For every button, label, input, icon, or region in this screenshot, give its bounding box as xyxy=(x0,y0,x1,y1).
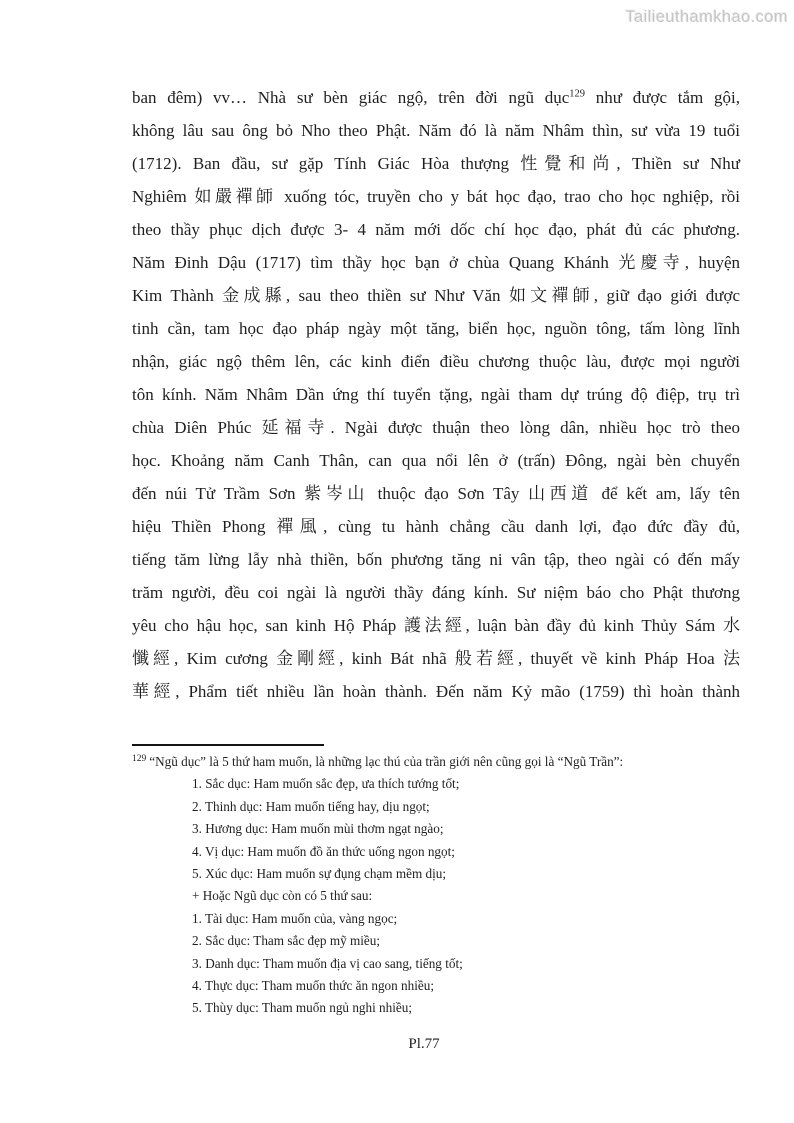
body-line: hiệu Thiền Phong 禪風, cùng tu hành chẳng cầu danh lợi, đạo đức đầy đủ, xyxy=(132,517,740,536)
body-line: (1712). Ban đầu, sư gặp Tính Giác Hòa thượng 性覺和尚, Thiền sư Như xyxy=(132,154,740,173)
body-line: tôn kính. Năm Nhâm Dần ứng thí tuyển tặng, ngài tham dự trúng độ điệp, trụ trì xyxy=(132,385,740,404)
footnote-intro-text: “Ngũ dục” là 5 thứ ham muốn, là những lạc thú của trần giới nên cũng gọi là “Ngũ Trần”: xyxy=(149,754,624,769)
body-line: 懺經, Kim cương 金剛經, kinh Bát nhã 般若經, thuyết về kinh Pháp Hoa 法 xyxy=(132,649,740,668)
footnote-item: 3. Hương dục: Ham muốn mùi thơm ngạt ngào; xyxy=(192,821,444,837)
body-line: Nghiêm 如嚴禪師 xuống tóc, truyền cho y bát học đạo, trao cho học nghiệp, rồi xyxy=(132,187,740,206)
footnote-item: 5. Thùy dục: Tham muốn ngủ nghi nhiều; xyxy=(192,1000,413,1016)
footnote-item: 2. Sắc dục: Tham sắc đẹp mỹ miều; xyxy=(192,933,380,949)
footnote-item: 4. Thực dục: Tham muốn thức ăn ngon nhiều; xyxy=(192,978,434,994)
body-line: đến núi Tử Trầm Sơn 紫岑山 thuộc đạo Sơn Tây 山西道 để kết am, lấy tên xyxy=(132,484,740,503)
footnotes xyxy=(132,751,740,1020)
body-line: tiếng tăm lừng lẫy nhà thiền, bốn phương tăng ni vân tập, theo ngài có đến mấy xyxy=(132,550,740,569)
body-line: nhận, giác ngộ thêm lên, các kinh điển điều chương thuộc làu, được mọi người xyxy=(132,352,740,371)
body-line: Năm Đinh Dậu (1717) tìm thầy học bạn ở chùa Quang Khánh 光慶寺, huyện xyxy=(132,253,740,272)
body-line: trăm người, đều coi ngài là người thầy đáng kính. Sư niệm báo cho Phật thương xyxy=(132,583,740,602)
footnote-item: 1. Tài dục: Ham muốn của, vàng ngọc; xyxy=(192,910,398,926)
body-line: chùa Diên Phúc 延福寺. Ngài được thuận theo lòng dân, nhiều học trò theo xyxy=(132,418,740,437)
body-line: Kim Thành 金成縣, sau theo thiền sư Như Văn 如文禪師, giữ đạo giới được xyxy=(132,286,740,305)
watermark: Tailieuthamkhao.com xyxy=(625,8,788,26)
body-line: tinh cần, tam học đạo pháp ngày một tăng, biển học, nguồn tông, tấm lòng lĩnh xyxy=(132,319,740,338)
body-line: 華經, Phẩm tiết nhiều lần hoàn thành. Đến năm Kỷ mão (1759) thì hoàn thành xyxy=(132,682,740,701)
body-line: không lâu sau ông bỏ Nho theo Phật. Năm đó là năm Nhâm thìn, sư vừa 19 tuổi xyxy=(132,121,740,140)
footnote-item: 3. Danh dục: Tham muốn địa vị cao sang, tiếng tốt; xyxy=(192,955,463,971)
body-line: theo thầy phục dịch được 3- 4 năm mới dốc chí học đạo, phát đủ các phương. xyxy=(132,220,740,239)
footnote-item: 4. Vị dục: Ham muốn đồ ăn thức uống ngon ngọt; xyxy=(192,843,455,859)
footnote-separator xyxy=(132,744,324,746)
footnote-item: + Hoặc Ngũ dục còn có 5 thứ sau: xyxy=(192,888,373,904)
body-line: học. Khoảng năm Canh Thân, can qua nổi lên ở (trấn) Đông, ngài bèn chuyển xyxy=(132,451,740,470)
footnote-marker: 129 xyxy=(132,753,147,764)
footnote-items xyxy=(132,773,740,1019)
footnote-item: 1. Sắc dục: Ham muốn sắc đẹp, ưa thích tướng tốt; xyxy=(192,776,460,792)
footnote-item: 2. Thinh dục: Ham muốn tiếng hay, dịu ngọt; xyxy=(192,798,430,814)
page-number: Pl.77 xyxy=(408,1036,440,1052)
body-text xyxy=(132,81,740,708)
footnote-item: 5. Xúc dục: Ham muốn sự đụng chạm mềm dịu; xyxy=(192,866,447,882)
body-line: ban đêm) vv… Nhà sư bèn giác ngộ, trên đời ngũ dục$^{129}$ như được tắm gội, xyxy=(132,88,740,107)
footnote-ref: 129 xyxy=(569,88,586,100)
body-line: yêu cho hậu học, san kinh Hộ Pháp 護法經, luận bàn đầy đủ kinh Thủy Sám 水 xyxy=(132,616,740,635)
footnote-intro xyxy=(132,751,740,773)
